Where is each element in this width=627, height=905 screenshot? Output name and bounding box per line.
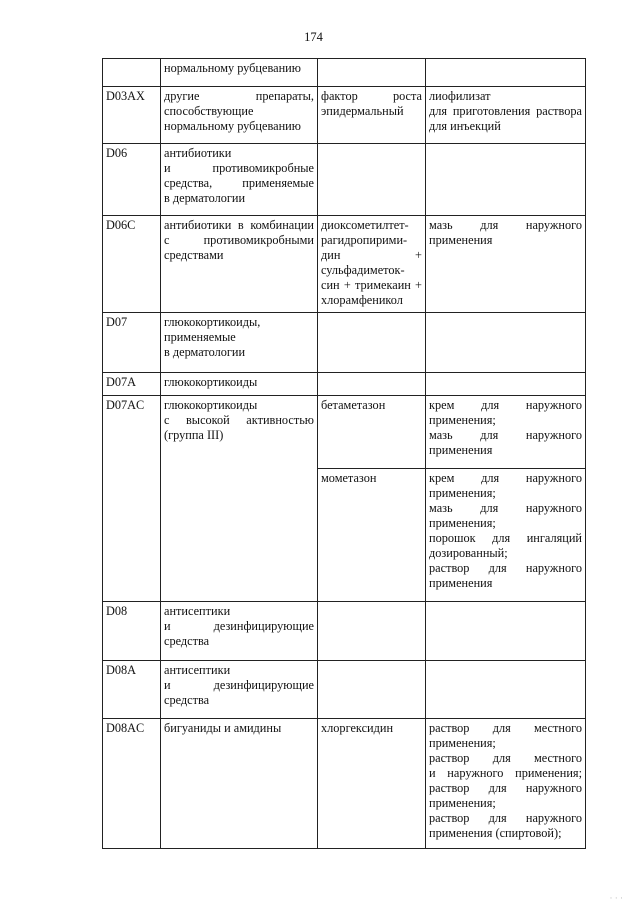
cell-line: хлоргексидин — [321, 721, 394, 735]
cell-line: применения; — [429, 413, 496, 427]
cell-line: в дерматологии — [164, 191, 246, 205]
cell-line: применяемые — [164, 330, 236, 344]
atc-code-cell: D03AX — [103, 87, 161, 144]
cell-line: порошок для ингаляций — [429, 531, 582, 545]
cell-line: диоксометилтет- — [321, 218, 409, 232]
cell-line: мазь для наружного — [429, 428, 582, 442]
cell-line: применения — [429, 576, 493, 590]
anatomical-group-cell — [161, 661, 318, 719]
cell-line: антибиотики в комбинации — [164, 218, 314, 232]
drug-name-cell — [318, 373, 426, 396]
cell-line: нормальному рубцеванию — [164, 61, 301, 75]
anatomical-group-cell — [161, 144, 318, 216]
cell-line: антисептики — [164, 663, 231, 677]
cell-line: и дезинфицирующие — [164, 678, 314, 692]
dosage-form-cell — [426, 602, 586, 661]
cell-line: дин + — [321, 248, 422, 262]
table-row — [103, 602, 586, 661]
drug-classification-table — [102, 58, 586, 849]
cell-line: раствор для наружного — [429, 561, 582, 575]
cell-line: и дезинфицирующие — [164, 619, 314, 633]
atc-code-cell: D06C — [103, 216, 161, 313]
cell-line: сульфадиметок- — [321, 263, 405, 277]
cell-line: средства — [164, 634, 210, 648]
drug-name-cell — [318, 602, 426, 661]
atc-code-cell: D07A — [103, 373, 161, 396]
cell-line: применения; — [429, 736, 496, 750]
dosage-form-cell — [426, 313, 586, 373]
cell-line: глюкокортикоиды — [164, 375, 258, 389]
cell-line: хлорамфеникол — [321, 293, 403, 307]
cell-line: с противомикробными — [164, 233, 314, 247]
scan-edge-mark: · · · — [609, 893, 623, 903]
drug-name-cell — [318, 719, 426, 849]
cell-line: син + тримекаин + — [321, 278, 422, 292]
cell-line: в дерматологии — [164, 345, 246, 359]
dosage-form-cell — [426, 661, 586, 719]
atc-code-cell: D07 — [103, 313, 161, 373]
cell-line: рагидропирими- — [321, 233, 408, 247]
cell-line: средствами — [164, 248, 224, 262]
cell-line: для приготовления раствора — [429, 104, 582, 118]
cell-line: крем для наружного — [429, 398, 582, 412]
dosage-form-cell — [426, 373, 586, 396]
cell-line: применения (спиртовой); — [429, 826, 562, 840]
drug-name-cell — [318, 59, 426, 87]
anatomical-group-cell — [161, 87, 318, 144]
cell-line: другие препараты, — [164, 89, 314, 103]
cell-line: лиофилизат — [429, 89, 491, 103]
dosage-form-cell — [426, 469, 586, 602]
drug-name-cell — [318, 469, 426, 602]
cell-line: мазь для наружного — [429, 218, 582, 232]
anatomical-group-cell — [161, 719, 318, 849]
table-row — [103, 144, 586, 216]
dosage-form-cell — [426, 216, 586, 313]
cell-line: и противомикробные — [164, 161, 314, 175]
cell-line: (группа III) — [164, 428, 224, 442]
cell-line: средства, применяемые — [164, 176, 314, 190]
cell-line: нормальному рубцеванию — [164, 119, 301, 133]
atc-code-cell — [103, 59, 161, 87]
cell-line: применения — [429, 233, 493, 247]
anatomical-group-cell — [161, 216, 318, 313]
cell-line: раствор для наружного — [429, 811, 582, 825]
atc-code-cell: D07AC — [103, 396, 161, 602]
table-row — [103, 313, 586, 373]
cell-line: раствор для наружного — [429, 781, 582, 795]
table-row — [103, 373, 586, 396]
cell-line: раствор для местного — [429, 751, 582, 765]
drug-name-cell — [318, 661, 426, 719]
page-number: 174 — [304, 30, 323, 44]
cell-line: с высокой активностью — [164, 413, 314, 427]
anatomical-group-cell — [161, 396, 318, 602]
table-row — [103, 87, 586, 144]
cell-line: применения; — [429, 796, 496, 810]
cell-line: для инъекций — [429, 119, 501, 133]
cell-line: мазь для наружного — [429, 501, 582, 515]
cell-line: применения; — [429, 486, 496, 500]
dosage-form-cell — [426, 396, 586, 469]
cell-line: и наружного применения; — [429, 766, 582, 780]
dosage-form-cell — [426, 87, 586, 144]
table-row — [103, 216, 586, 313]
cell-line: дозированный; — [429, 546, 508, 560]
anatomical-group-cell — [161, 602, 318, 661]
dosage-form-cell — [426, 59, 586, 87]
atc-code-cell: D08AC — [103, 719, 161, 849]
cell-line: бигуаниды и амидины — [164, 721, 282, 735]
drug-name-cell — [318, 216, 426, 313]
dosage-form-cell — [426, 719, 586, 849]
drug-name-cell — [318, 313, 426, 373]
table-row — [103, 661, 586, 719]
table-row — [103, 396, 586, 469]
cell-line: раствор для местного — [429, 721, 582, 735]
cell-line: антисептики — [164, 604, 231, 618]
cell-line: эпидермальный — [321, 104, 404, 118]
atc-code-cell: D08 — [103, 602, 161, 661]
cell-line: глюкокортикоиды, — [164, 315, 261, 329]
atc-code-cell: D06 — [103, 144, 161, 216]
drug-name-cell — [318, 144, 426, 216]
table-row — [103, 719, 586, 849]
anatomical-group-cell — [161, 59, 318, 87]
table-row — [103, 59, 586, 87]
drug-name-cell — [318, 396, 426, 469]
cell-line: средства — [164, 693, 210, 707]
anatomical-group-cell — [161, 313, 318, 373]
dosage-form-cell — [426, 144, 586, 216]
cell-line: крем для наружного — [429, 471, 582, 485]
cell-line: фактор роста — [321, 89, 422, 103]
cell-line: способствующие — [164, 104, 254, 118]
atc-code-cell: D08A — [103, 661, 161, 719]
drug-name-cell — [318, 87, 426, 144]
cell-line: бетаметазон — [321, 398, 386, 412]
anatomical-group-cell — [161, 373, 318, 396]
cell-line: антибиотики — [164, 146, 232, 160]
cell-line: применения — [429, 443, 493, 457]
cell-line: мометазон — [321, 471, 377, 485]
cell-line: применения; — [429, 516, 496, 530]
cell-line: глюкокортикоиды — [164, 398, 258, 412]
